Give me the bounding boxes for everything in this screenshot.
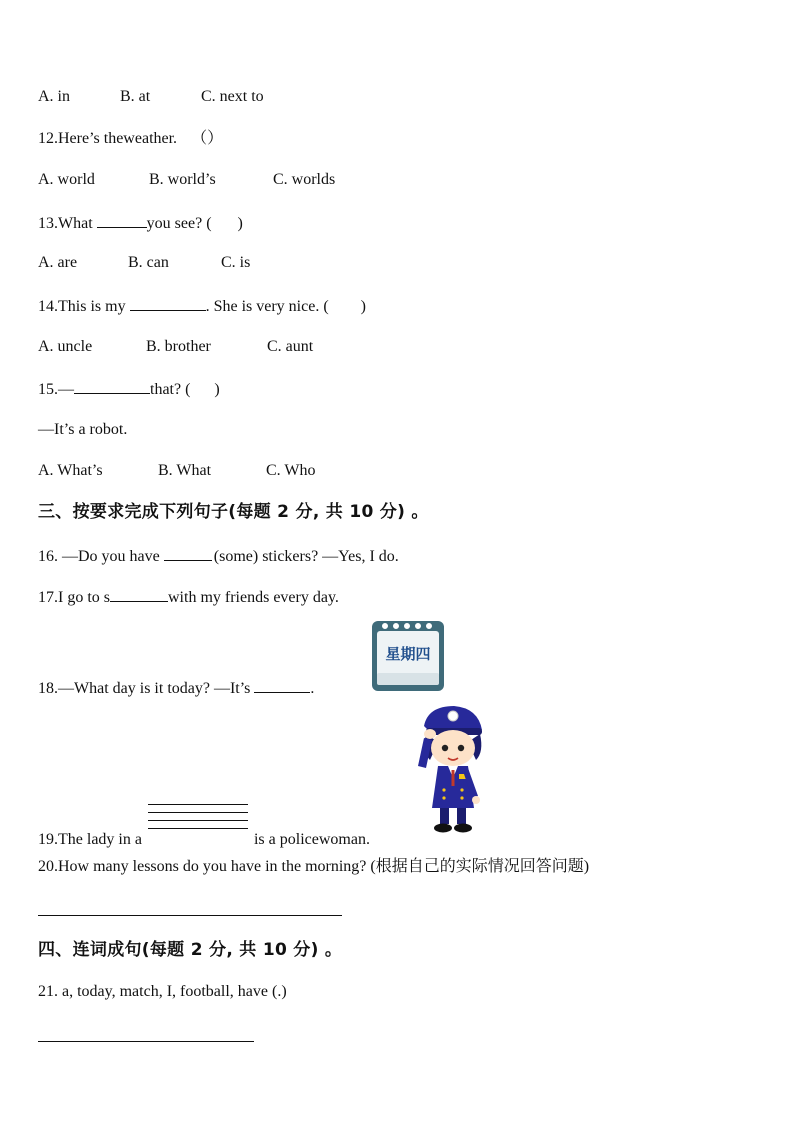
q16-text-before: 16. —Do you have [38,548,164,565]
section-4-heading: 四、连词成句(每题 2 分, 共 10 分) 。 [38,940,343,960]
q15-reply: —It’s a robot. [38,421,128,438]
q17-text-before: 17.I go to s [38,589,110,606]
q19-writing-lines[interactable] [148,818,248,846]
q11-options [38,87,264,107]
question-17 [38,586,339,608]
q13-text-after: you see? ( [146,215,212,232]
q12-options [38,170,335,190]
question-16 [38,545,399,567]
q15-blank[interactable] [74,378,150,394]
q14-options [38,337,313,357]
q15-option-c: C. Who [266,462,316,479]
question-18 [38,677,314,699]
q21-answer-line[interactable] [38,1041,254,1042]
q19-text-before: 19.The lady in a [38,831,142,848]
question-13 [38,212,243,234]
question-15 [38,378,220,400]
q12-option-a: A. world [38,171,95,188]
q14-paren-close: ) [360,298,366,315]
q15-paren-close: ) [214,381,220,398]
policewoman-icon [414,704,488,834]
q19-text-after: is a policewoman. [253,831,370,848]
question-19 [38,818,370,850]
q13-blank[interactable] [97,212,147,228]
q18-text-after: . [310,680,315,697]
q16-blank[interactable] [164,545,212,561]
question-14 [38,295,366,317]
q14-option-a: A. uncle [38,338,93,355]
q14-option-b: B. brother [146,338,211,355]
q14-text-before: 14.This is my [38,298,130,315]
q18-text-before: 18.—What day is it today? —It’s [38,680,255,697]
q13-options [38,253,250,273]
q14-option-c: C. aunt [267,338,314,355]
question-20: 20.How many lessons do you have in the morning? (根据自己的实际情况回答问题) [38,858,590,875]
q13-paren-close: ) [237,215,243,232]
q12-option-b: B. world’s [149,171,216,188]
calendar-icon [371,617,445,692]
q13-option-c: C. is [221,254,251,271]
q15-option-a: A. What’s [38,462,103,479]
q20-answer-line[interactable] [38,915,342,916]
q11-option-b: B. at [120,88,151,105]
q16-text-after: (some) stickers? —Yes, I do. [213,548,399,565]
q18-blank[interactable] [254,677,310,693]
question-12 [38,129,223,149]
calendar-text: 星期四 [385,645,431,663]
q13-text-before: 13.What [38,215,97,232]
q13-option-a: A. are [38,254,78,271]
q11-option-a: A. in [38,88,70,105]
q15-options [38,461,315,481]
q13-option-b: B. can [128,254,169,271]
q17-text-after: with my friends every day. [168,589,339,606]
q14-blank[interactable] [130,295,206,311]
q12-option-c: C. worlds [273,171,336,188]
q15-text-before: 15.— [38,381,74,398]
q17-blank[interactable] [110,586,168,602]
q15-text-after: that? ( [150,381,191,398]
question-21: 21. a, today, match, I, football, have (.) [38,983,287,1000]
section-3-heading: 三、按要求完成下列句子(每题 2 分, 共 10 分) 。 [38,502,429,522]
q14-text-after: . She is very nice. ( [205,298,329,315]
q15-option-b: B. What [158,462,212,479]
q11-option-c: C. next to [201,88,264,105]
q12-answer-paren: （） [191,130,224,147]
q12-stem: 12.Here’s theweather. [38,130,178,147]
